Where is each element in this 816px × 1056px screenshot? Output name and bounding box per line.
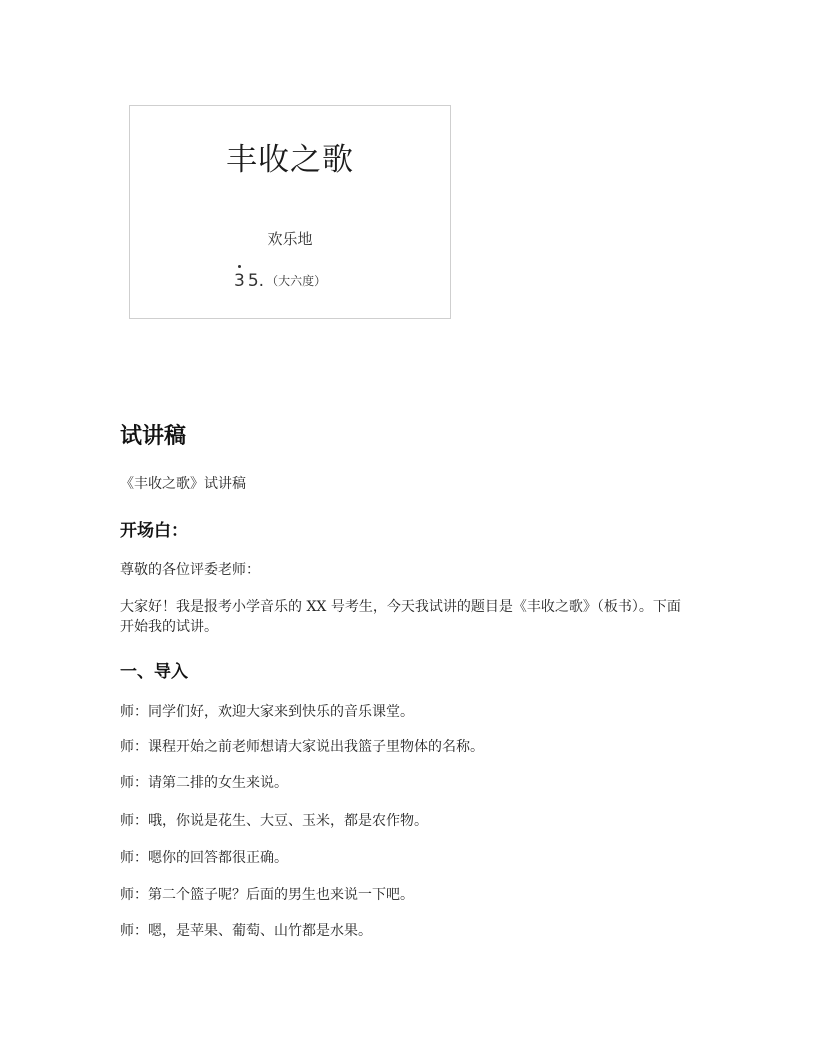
music-notation xyxy=(234,265,326,291)
dialog-line: 师：第二个篮子呢？后面的男生也来说一下吧。 xyxy=(120,887,414,903)
interval-label: （大六度） xyxy=(266,274,327,288)
slide-title: 丰收之歌 xyxy=(226,142,354,178)
slide-subtitle: 欢乐地 xyxy=(267,230,313,248)
high-note xyxy=(234,271,245,291)
dialog-line: 师：同学们好，欢迎大家来到快乐的音乐课堂。 xyxy=(120,704,414,720)
doc-title: 《丰收之歌》试讲稿 xyxy=(120,476,246,492)
intro-paragraph: 大家好！我是报考小学音乐的 XX 号考生，今天我试讲的题目是《丰收之歌》（板书）。下面开始我的试讲。 xyxy=(120,599,681,635)
page-title: 试讲稿 xyxy=(120,423,187,449)
greeting: 尊敬的各位评委老师： xyxy=(120,562,260,578)
note-3: 3 xyxy=(234,271,245,291)
notation-separator: . xyxy=(258,271,265,291)
opening-heading: 开场白： xyxy=(120,521,188,541)
dialog-line: 师：哦，你说是花生、大豆、玉米，都是农作物。 xyxy=(120,813,428,829)
high-octave-dot xyxy=(238,265,241,268)
dialog-line: 师：请第二排的女生来说。 xyxy=(120,775,288,791)
slide-image xyxy=(129,105,451,319)
section-heading-intro: 一、导入 xyxy=(120,662,188,682)
note-5: 5 xyxy=(247,271,259,291)
dialog-line: 师：嗯你的回答都很正确。 xyxy=(120,850,288,866)
dialog-line: 师：课程开始之前老师想请大家说出我篮子里物体的名称。 xyxy=(120,739,484,755)
dialog-line: 师：嗯，是苹果、葡萄、山竹都是水果。 xyxy=(120,923,372,939)
